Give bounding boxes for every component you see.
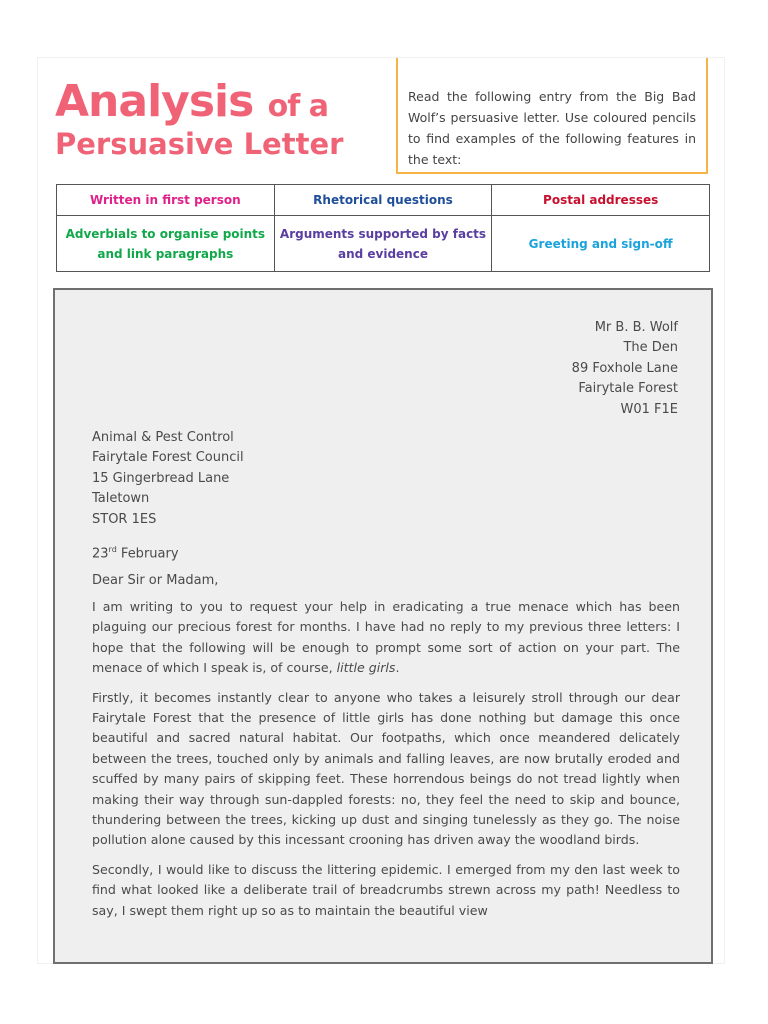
- date-suffix: rd: [108, 545, 117, 554]
- sender-address: [572, 318, 678, 420]
- sender-address-line: The Den: [623, 340, 678, 356]
- paragraph-1-text: I am writing to you to request your help in eradicating a true menace which has been plaguing our precious forest for months. I have had no reply to my previous three letters: I hope that the following will be enough to prompt some sort of action on your part. The menace of which I speak is, of course,: [92, 599, 680, 676]
- instructions-box: [396, 58, 708, 174]
- letter-paragraph-3: Secondly, I would like to discuss the littering epidemic. I emerged from my den last week to find what looked like a deliberate trail of breadcrumbs strewn across my path! Needless to say, I swept them right up so as to maintain the beautiful view: [92, 861, 680, 918]
- date-month: February: [120, 546, 179, 562]
- sender-address-line: Fairytale Forest: [578, 381, 678, 397]
- title-word-of-a: of a: [267, 89, 328, 124]
- page-title: [55, 76, 385, 161]
- letter-panel: [53, 288, 713, 964]
- recipient-address: [92, 428, 244, 530]
- letter-paragraph-2: Firstly, it becomes instantly clear to anyone who takes a leisurely stroll through our dear Fairytale Forest that the presence of little girls has done nothing but damage this once beautiful and sacred natural habitat. Our footpaths, which once meandered delicately between the trees, touched only by animals and falling leaves, are now brutally eroded and scuffed by many pairs of skipping feet. These horrendous beings do not tread lightly when making their way through sun-dappled forests: no, they feel the need to skip and bounce, thundering between the trees, kicking up dust and singing tunelessly as they go. The noise pollution alone caused by this incessant crooning has driven away the woodland birds.: [92, 689, 680, 848]
- paragraph-1-emphasis: little girls: [336, 660, 396, 676]
- letter-date: [92, 540, 179, 564]
- title-line-persuasive-letter: Persuasive Letter: [55, 127, 344, 161]
- letter-paragraph-1: [92, 597, 680, 679]
- letter-greeting: Dear Sir or Madam,: [92, 573, 219, 588]
- recipient-address-line: Animal & Pest Control: [92, 430, 234, 445]
- sender-address-line: 89 Foxhole Lane: [571, 360, 678, 376]
- feature-postal-addresses: Postal addresses: [492, 185, 710, 216]
- recipient-address-line: Taletown: [92, 491, 150, 507]
- recipient-address-line: Fairytale Forest Council: [92, 450, 244, 466]
- letter-body: [92, 597, 680, 930]
- date-day: 23: [92, 546, 109, 562]
- feature-first-person: Written in first person: [57, 185, 275, 216]
- feature-greeting-signoff: Greeting and sign-off: [492, 216, 710, 272]
- instructions-text: Read the following entry from the Big Bad Wolf’s persuasive letter. Use coloured pencils to find examples of the following features in the text:: [408, 89, 696, 167]
- sender-address-line: W01 F1E: [620, 401, 678, 417]
- recipient-address-line: 15 Gingerbread Lane: [92, 470, 230, 486]
- paragraph-1-end: .: [395, 660, 400, 676]
- sender-address-line: Mr B. B. Wolf: [594, 320, 678, 335]
- feature-arguments-facts: Arguments supported by facts and evidence: [274, 216, 492, 272]
- features-key-table: [56, 184, 710, 272]
- recipient-address-line: STOR 1ES: [92, 511, 157, 527]
- feature-rhetorical-questions: Rhetorical questions: [274, 185, 492, 216]
- title-word-analysis: Analysis: [55, 76, 254, 127]
- feature-adverbials: Adverbials to organise points and link paragraphs: [57, 216, 275, 272]
